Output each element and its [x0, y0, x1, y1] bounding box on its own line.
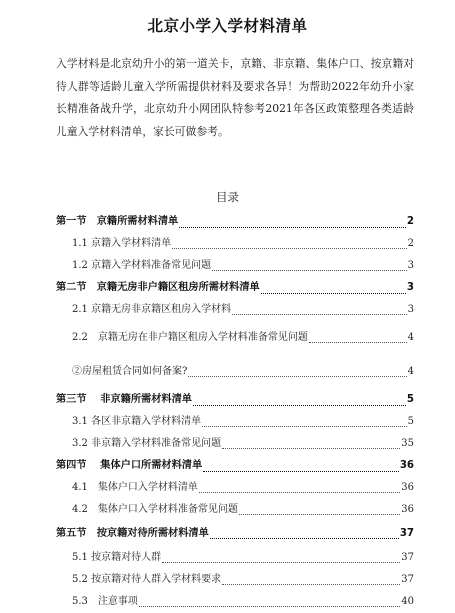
toc-item-1-1[interactable]: [56, 233, 414, 255]
toc-page-number: 2: [406, 216, 414, 227]
toc-entry-label: 3.1 各区非京籍入学材料清单: [72, 416, 202, 427]
toc-leader: [261, 293, 406, 294]
toc-leader: [239, 514, 400, 515]
toc-entry-label: 第四节 集体户口所需材料清单: [56, 460, 203, 471]
toc-page-number: 36: [401, 504, 414, 515]
toc-entry-label: 5.3 注意事项: [72, 596, 138, 607]
toc-page-number: 36: [399, 460, 414, 471]
toc-heading: 目录: [216, 190, 239, 204]
toc-entry-label: 1.1 京籍入学材料清单: [72, 238, 172, 249]
toc-item-2-1[interactable]: [56, 299, 414, 321]
toc-entry-label: ②房屋租赁合同如何备案?: [72, 366, 188, 377]
toc-section-5[interactable]: [56, 521, 414, 547]
toc-page-number: 4: [407, 366, 414, 377]
toc-page-number: 37: [401, 574, 414, 585]
toc-item-5-2[interactable]: [56, 569, 414, 591]
toc-item-5-1[interactable]: [56, 547, 414, 569]
toc-entry-label: 2.1 京籍无房非京籍区租房入学材料: [72, 304, 232, 315]
document-title: 北京小学入学材料清单: [147, 17, 308, 35]
toc-leader: [139, 606, 400, 607]
toc-page-number: 37: [399, 528, 414, 539]
toc-page-number: 3: [407, 260, 414, 271]
toc-entry-label: 5.2 按京籍对待人群入学材料要求: [72, 574, 222, 585]
toc-page-number: 36: [401, 482, 414, 493]
toc-section-1[interactable]: [56, 211, 414, 233]
toc-leader: [179, 227, 406, 228]
toc-entry-label: 第三节 非京籍所需材料清单: [56, 394, 192, 405]
toc-section-3[interactable]: [56, 389, 414, 411]
toc-leader: [203, 471, 399, 472]
toc-entry-label: 第二节 京籍无房非户籍区租房所需材料清单: [56, 282, 260, 293]
toc-entry-label: 第五节 按京籍对待所需材料清单: [56, 528, 209, 539]
toc-leader: [202, 426, 407, 427]
toc-item-3-2[interactable]: [56, 433, 414, 455]
toc-page-number: 3: [407, 304, 414, 315]
toc-item-2-2[interactable]: [56, 321, 414, 355]
toc-leader: [212, 270, 407, 271]
toc-leader: [172, 248, 407, 249]
toc-page-number: 5: [406, 394, 414, 405]
toc-leader: [188, 376, 406, 377]
toc-page-number: 3: [406, 282, 414, 293]
toc-page-number: 40: [401, 596, 414, 607]
toc-entry-label: 第一节 京籍所需材料清单: [56, 216, 179, 227]
toc-entry-label: 5.1 按京籍对待人群: [72, 552, 162, 563]
toc-item-5-3[interactable]: [56, 591, 414, 613]
toc-entry-label: 2.2 京籍无房在非户籍区租房入学材料准备常见问题: [72, 332, 308, 343]
toc-leader: [222, 448, 400, 449]
toc-leader: [162, 562, 400, 563]
toc-section-2[interactable]: [56, 277, 414, 299]
toc-entry-label: 3.2 非京籍入学材料准备常见问题: [72, 438, 222, 449]
toc-item-1-2[interactable]: [56, 255, 414, 277]
intro-paragraph: 入学材料是北京幼升小的第一道关卡，京籍、非京籍、集体户口、按京籍对待人群等适龄儿童入学所需提供材料及要求各异！为帮助2022年幼升小家长精准备战升学，北京幼升小网团队特参考2021年各区政策整理各类适龄儿童入学材料清单，家长可做参考。: [56, 57, 414, 138]
toc-leader: [222, 584, 400, 585]
toc-page-number: 5: [407, 416, 414, 427]
toc-page-number: 37: [401, 552, 414, 563]
toc-entry-label: 1.2 京籍入学材料准备常见问题: [72, 260, 212, 271]
toc-entry-label: 4.1 集体户口入学材料清单: [72, 482, 198, 493]
toc-leader: [309, 342, 407, 343]
toc-item-4-2[interactable]: [56, 499, 414, 521]
toc-entry-label: 4.2 集体户口入学材料准备常见问题: [72, 504, 238, 515]
toc-item-2-2-q2[interactable]: [56, 355, 414, 389]
toc-page-number: 4: [407, 332, 414, 343]
toc-section-4[interactable]: [56, 455, 414, 477]
toc-page-number: 35: [401, 438, 414, 449]
toc-page-number: 2: [407, 238, 414, 249]
table-of-contents: [56, 211, 414, 613]
toc-leader: [199, 492, 400, 493]
toc-item-4-1[interactable]: [56, 477, 414, 499]
toc-leader: [210, 538, 399, 539]
toc-item-3-1[interactable]: [56, 411, 414, 433]
toc-leader: [232, 314, 407, 315]
toc-leader: [193, 405, 406, 406]
